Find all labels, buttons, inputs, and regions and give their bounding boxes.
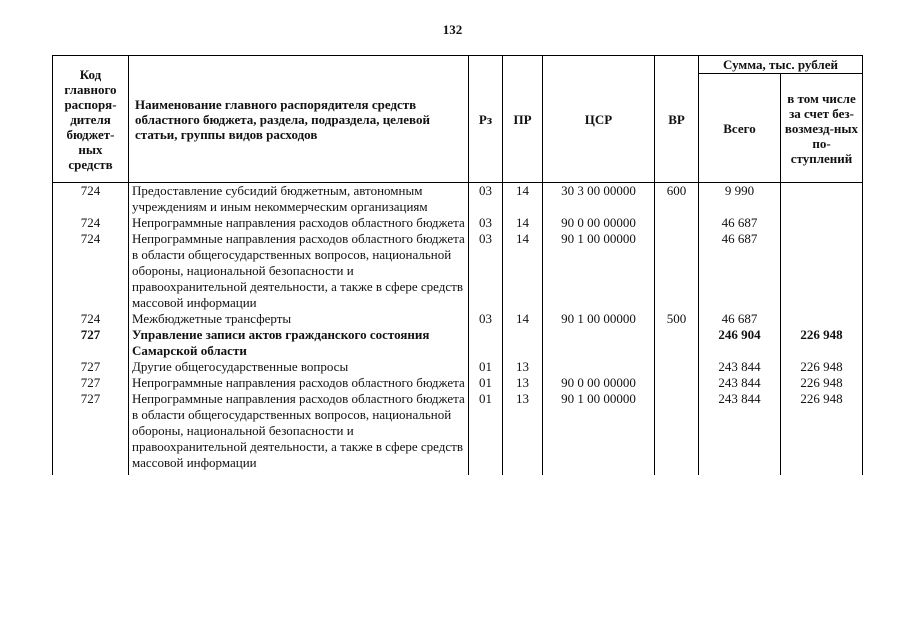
cell-rz: 03 [469,231,503,311]
cell-rz: 03 [469,215,503,231]
cell-vr [655,359,699,375]
header-name: Наименование главного распорядителя средств областного бюджета, раздела, подраздела, целевой статьи, группы видов расходов [129,56,469,183]
cell-name: Другие общегосударственные вопросы [129,359,469,375]
cell-csr [543,327,655,359]
cell-total: 46 687 [699,231,781,311]
budget-table [52,55,863,475]
cell-rz [469,327,503,359]
table-row [53,391,863,475]
cell-pr: 13 [503,375,543,391]
cell-total: 243 844 [699,375,781,391]
header-total: Всего [699,74,781,183]
cell-vr: 500 [655,311,699,327]
cell-code: 724 [53,215,129,231]
table-row [53,375,863,391]
cell-incl [781,183,863,216]
cell-csr: 90 1 00 00000 [543,391,655,475]
cell-incl: 226 948 [781,391,863,475]
cell-name: Непрограммные направления расходов областного бюджета в области общегосударственных вопросов, национальной обороны, национальной безопасности и правоохранительной деятельности, а также в сфере средств массовой информации [129,391,469,475]
page-number: 132 [442,22,463,37]
header-incl: в том числе за счет без-возмезд-ных по-ступлений [781,74,863,183]
cell-incl: 226 948 [781,327,863,359]
table-row [53,359,863,375]
cell-name: Непрограммные направления расходов областного бюджета [129,375,469,391]
header-rz: Рз [469,56,503,183]
cell-vr: 600 [655,183,699,216]
cell-csr: 90 1 00 00000 [543,311,655,327]
cell-code: 724 [53,311,129,327]
cell-pr: 14 [503,311,543,327]
cell-rz: 03 [469,183,503,216]
header-vr: ВР [655,56,699,183]
cell-rz: 03 [469,311,503,327]
table-row [53,231,863,311]
cell-code: 727 [53,327,129,359]
cell-total: 246 904 [699,327,781,359]
cell-name: Межбюджетные трансферты [129,311,469,327]
cell-vr [655,375,699,391]
cell-incl: 226 948 [781,375,863,391]
cell-vr [655,327,699,359]
cell-csr: 90 0 00 00000 [543,375,655,391]
cell-pr: 14 [503,183,543,216]
cell-rz: 01 [469,359,503,375]
cell-total: 243 844 [699,359,781,375]
cell-csr [543,359,655,375]
cell-pr: 13 [503,391,543,475]
cell-total: 243 844 [699,391,781,475]
cell-csr: 30 3 00 00000 [543,183,655,216]
header-csr: ЦСР [543,56,655,183]
cell-incl: 226 948 [781,359,863,375]
table-row [53,327,863,359]
cell-incl [781,311,863,327]
cell-name: Предоставление субсидий бюджетным, автономным учреждениям и иным некоммерческим организациям [129,183,469,216]
cell-name: Непрограммные направления расходов областного бюджета в области общегосударственных вопросов, национальной обороны, национальной безопасности и правоохранительной деятельности, а также в сфере средств массовой информации [129,231,469,311]
cell-name: Непрограммные направления расходов областного бюджета [129,215,469,231]
cell-total: 46 687 [699,311,781,327]
cell-pr: 14 [503,215,543,231]
table-row [53,183,863,216]
cell-pr: 13 [503,359,543,375]
cell-pr [503,327,543,359]
cell-vr [655,215,699,231]
header-pr: ПР [503,56,543,183]
cell-rz: 01 [469,391,503,475]
cell-total: 46 687 [699,215,781,231]
cell-code: 727 [53,375,129,391]
cell-total: 9 990 [699,183,781,216]
cell-pr: 14 [503,231,543,311]
cell-code: 727 [53,359,129,375]
cell-csr: 90 1 00 00000 [543,231,655,311]
cell-name: Управление записи актов гражданского состояния Самарской области [129,327,469,359]
header-code: Код главного распоря-дителя бюджет-ных средств [53,56,129,183]
cell-csr: 90 0 00 00000 [543,215,655,231]
cell-incl [781,215,863,231]
cell-vr [655,391,699,475]
cell-incl [781,231,863,311]
header-sum: Сумма, тыс. рублей [699,56,863,74]
table-row [53,215,863,231]
cell-code: 727 [53,391,129,475]
cell-code: 724 [53,231,129,311]
cell-vr [655,231,699,311]
cell-rz: 01 [469,375,503,391]
cell-code: 724 [53,183,129,216]
table-row [53,311,863,327]
